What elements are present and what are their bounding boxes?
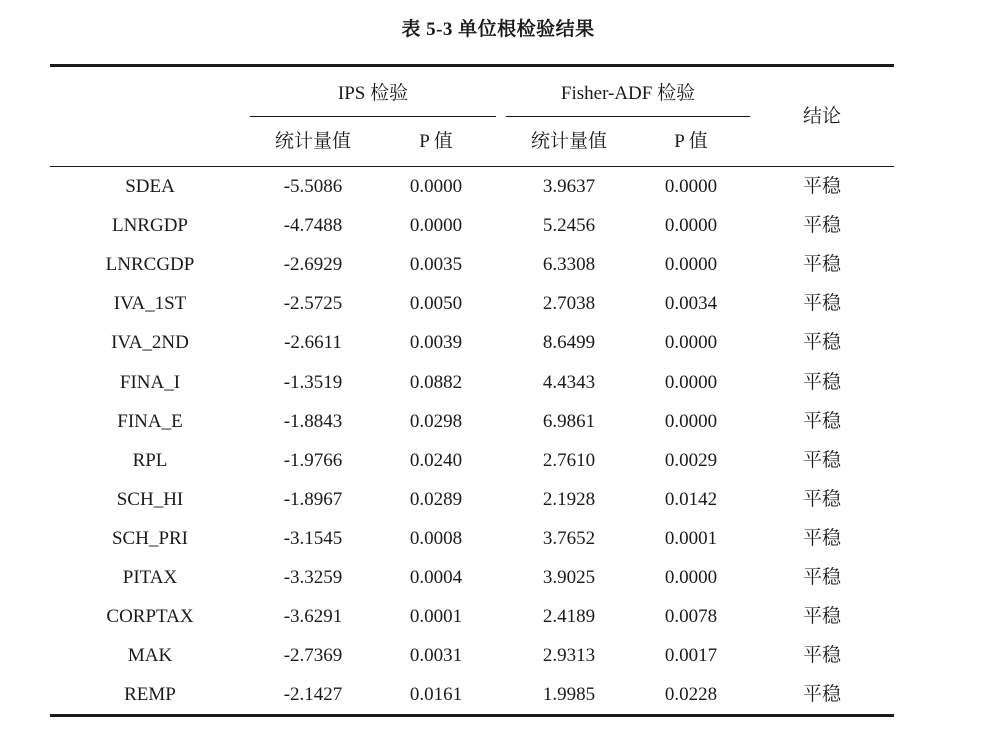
ips-p-value: 0.0289 [409,488,463,510]
ips-statistic-value: -1.8843 [283,410,343,432]
table-row [0,207,996,246]
header-bottom-rule [50,166,894,167]
fisher-statistic-value: 1.9985 [542,684,596,706]
conclusion-value: 平稳 [802,332,841,354]
ips-p-value: 0.0000 [409,215,463,237]
conclusion-value: 平稳 [802,449,841,471]
table-row [0,168,996,207]
ips-statistic-header: 统计量值 [274,131,351,152]
fisher-p-value: 0.0000 [664,254,718,276]
conclusion-value: 平稳 [802,410,841,432]
ips-p-value: 0.0882 [409,371,463,393]
conclusion-value: 平稳 [802,293,841,315]
fisher-header-rule [506,116,750,117]
ips-statistic-value: -2.6611 [284,332,342,354]
fisher-p-value: 0.0142 [664,488,718,510]
ips-p-value: 0.0039 [409,332,463,354]
variable-name: FINA_I [119,371,181,393]
table-row [0,324,996,363]
fisher-statistic-value: 8.6499 [542,332,596,354]
ips-statistic-value: -1.3519 [283,371,343,393]
ips-statistic-value: -3.1545 [283,527,343,549]
fisher-p-value: 0.0000 [664,371,718,393]
conclusion-value: 平稳 [802,606,841,628]
fisher-p-value: 0.0000 [664,332,718,354]
ips-p-value: 0.0050 [409,293,463,315]
ips-p-value: 0.0008 [409,527,463,549]
table-row [0,520,996,559]
ips-p-value-header: P 值 [419,131,453,152]
ips-statistic-value: -1.9766 [283,449,343,471]
fisher-statistic-value: 6.3308 [542,254,596,276]
ips-header-rule [250,116,496,117]
table-row [0,246,996,285]
conclusion-value: 平稳 [802,684,841,706]
ips-p-value: 0.0001 [409,606,463,628]
ips-p-value: 0.0004 [409,567,463,588]
fisher-p-value: 0.0000 [664,567,718,588]
variable-name: MAK [127,645,173,667]
conclusion-value: 平稳 [802,254,841,276]
ips-statistic-value: -2.6929 [283,254,343,276]
variable-name: SCH_HI [116,488,184,510]
ips-statistic-value: -2.1427 [283,684,343,706]
fisher-p-value: 0.0078 [664,606,718,628]
table-title: 表 5-3 单位根检验结果 [401,19,595,40]
fisher-p-value: 0.0034 [664,293,718,315]
variable-name: SDEA [125,176,175,197]
table-row [0,364,996,403]
table-row [0,481,996,520]
ips-statistic-value: -5.5086 [283,176,343,197]
variable-name: FINA_E [117,410,183,432]
table-row [0,598,996,637]
ips-p-value: 0.0161 [409,684,463,706]
table-row [0,403,996,442]
variable-name: IVA_2ND [111,332,189,354]
fisher-statistic-value: 3.9025 [542,567,596,588]
fisher-statistic-header: 统计量值 [530,131,607,152]
conclusion-value: 平稳 [802,527,841,549]
fisher-adf-test-header: Fisher-ADF 检验 [560,83,696,104]
fisher-p-value: 0.0228 [664,684,718,706]
ips-p-value: 0.0031 [409,645,463,667]
table-row [0,442,996,481]
variable-name: CORPTAX [106,606,194,628]
fisher-statistic-value: 2.7610 [542,449,596,471]
table-bottom-rule [50,714,894,717]
conclusion-value: 平稳 [802,488,841,510]
ips-statistic-value: -4.7488 [283,215,343,237]
fisher-p-value: 0.0017 [664,645,718,667]
ips-statistic-value: -3.6291 [283,606,343,628]
variable-name: IVA_1ST [113,293,187,315]
conclusion-value: 平稳 [802,567,841,588]
conclusion-value: 平稳 [802,371,841,393]
ips-p-value: 0.0298 [409,410,463,432]
fisher-p-value: 0.0000 [664,215,718,237]
ips-statistic-value: -2.7369 [283,645,343,667]
conclusion-header: 结论 [802,106,841,127]
ips-test-header: IPS 检验 [337,83,409,104]
fisher-statistic-value: 2.1928 [542,488,596,510]
fisher-p-value: 0.0000 [664,410,718,432]
table-row [0,676,996,715]
fisher-statistic-value: 6.9861 [542,410,596,432]
conclusion-value: 平稳 [802,176,841,197]
fisher-p-value: 0.0001 [664,527,718,549]
ips-statistic-value: -2.5725 [283,293,343,315]
fisher-statistic-value: 2.7038 [542,293,596,315]
variable-name: PITAX [122,567,178,588]
fisher-statistic-value: 2.9313 [542,645,596,667]
fisher-p-value-header: P 值 [674,131,708,152]
variable-name: SCH_PRI [111,527,189,549]
fisher-statistic-value: 3.7652 [542,527,596,549]
fisher-p-value: 0.0029 [664,449,718,471]
variable-name: REMP [124,684,176,706]
table-row [0,559,996,598]
variable-name: LNRCGDP [105,254,195,276]
ips-p-value: 0.0240 [409,449,463,471]
table-row [0,285,996,324]
conclusion-value: 平稳 [802,645,841,667]
variable-name: LNRGDP [111,215,188,237]
fisher-p-value: 0.0000 [664,176,718,197]
fisher-statistic-value: 4.4343 [542,371,596,393]
ips-statistic-value: -3.3259 [283,567,343,588]
fisher-statistic-value: 5.2456 [542,215,596,237]
ips-statistic-value: -1.8967 [283,488,343,510]
fisher-statistic-value: 2.4189 [542,606,596,628]
ips-p-value: 0.0000 [409,176,463,197]
table-row [0,637,996,676]
variable-name: RPL [132,449,168,471]
table-top-rule [50,64,894,67]
ips-p-value: 0.0035 [409,254,463,276]
fisher-statistic-value: 3.9637 [542,176,596,197]
conclusion-value: 平稳 [802,215,841,237]
